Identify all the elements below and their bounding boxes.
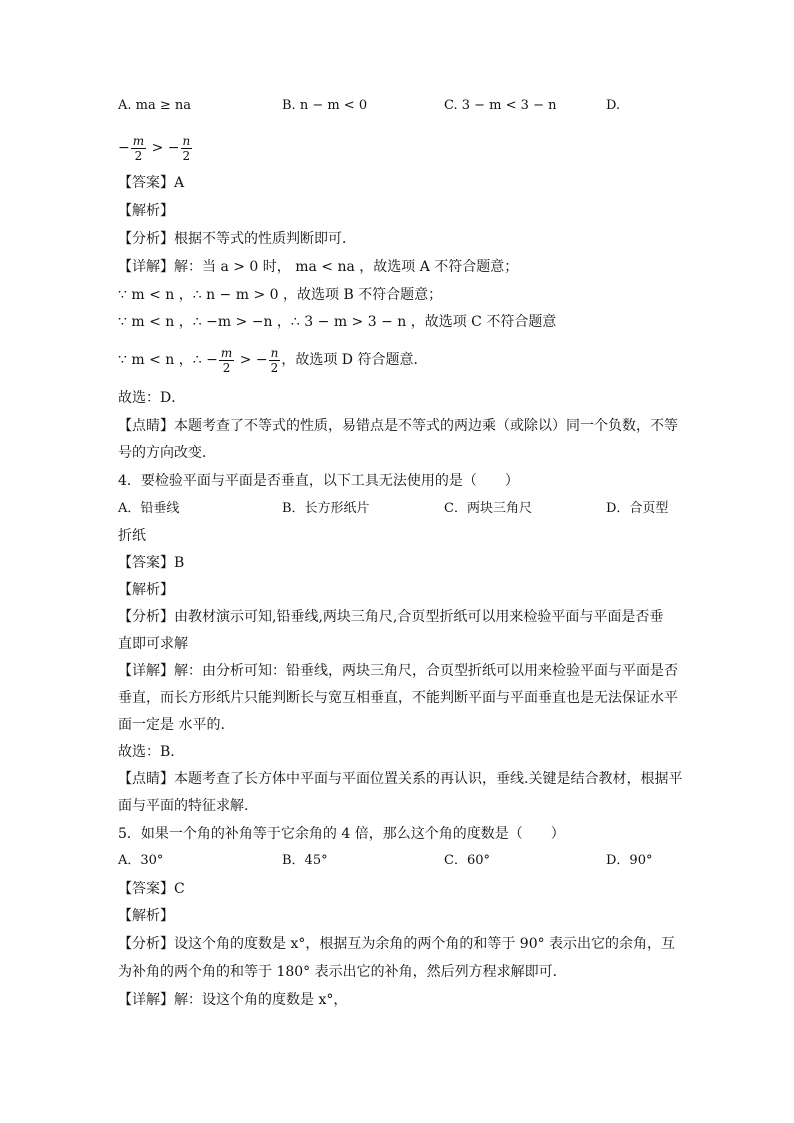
q4-option-d: D．合页型 [606, 501, 669, 516]
q5-analysis-label: 【解析】 [118, 908, 174, 924]
q4-option-c: C．两块三角尺 [444, 501, 532, 516]
q5-option-d: D．90° [606, 853, 653, 868]
fraction-numerator: m [220, 345, 233, 360]
q5-option-c: C．60° [444, 853, 490, 868]
q5-option-b: B．45° [282, 853, 328, 868]
q4-analysis-label: 【解析】 [118, 582, 174, 598]
q4-detail-line-2: 垂直，而长方形纸片只能判断长与宽互相垂直，不能判断平面与平面垂直也是无法保证水平 [118, 690, 678, 706]
q3-answer: 【答案】A [118, 175, 185, 191]
q3-analysis-label: 【解析】 [118, 203, 174, 219]
q3-option-d-fraction-1 [131, 134, 146, 163]
q5-fenxi-line-2: 为补角的两个角的和等于 180° 表示出它的补角，然后列方程求解即可． [118, 964, 567, 980]
q4-option-b: B．长方形纸片 [282, 501, 370, 516]
q4-answer: 【答案】B [118, 555, 185, 571]
q5-fenxi-line-1: 【分析】设这个角的度数是 x°，根据互为余角的两个角的和等于 90° 表示出它的余角，互 [118, 936, 676, 952]
q3-fenxi: 【分析】根据不等式的性质判断即可． [118, 231, 356, 247]
fraction-numerator: m [132, 133, 145, 148]
q3-detail-line-4 [118, 342, 678, 378]
q3-option-d-mid: > − [147, 140, 180, 156]
q4-detail-line-3: 面一定是 水平的. [118, 717, 225, 733]
q3-option-d: D. [606, 98, 621, 113]
q3-detail4-prefix: ∵ m < n ，∴ − [118, 352, 218, 368]
q4-choice: 故选：B. [118, 744, 175, 760]
q3-comment-line-1: 【点睛】本题考查了不等式的性质，易错点是不等式的两边乘（或除以）同一个负数，不等 [118, 418, 678, 434]
q3-option-d-fraction-2 [181, 134, 193, 163]
fraction-denominator: 2 [181, 148, 193, 163]
q3-option-d-expression [118, 130, 678, 166]
fraction-numerator: n [270, 345, 279, 360]
q3-option-d-prefix: − [118, 140, 130, 156]
q3-detail-line-3: ∵ m < n ，∴ −m > −n ，∴ 3 − m > 3 − n ，故选项 C 不符合题意 [118, 314, 557, 330]
q3-detail4-fraction-1 [219, 346, 234, 375]
q5-detail-line-1: 【详解】解：设这个角的度数是 x°， [118, 992, 348, 1008]
q3-option-c: C. 3 − m < 3 − n [444, 98, 557, 113]
q5-stem: 5．如果一个角的补角等于它余角的 4 倍，那么这个角的度数是（ ） [118, 826, 565, 842]
q3-detail-line-2: ∵ m < n ，∴ n − m > 0 ，故选项 B 不符合题意； [118, 287, 443, 303]
q4-option-a: A．铅垂线 [118, 501, 180, 516]
q3-option-a: A. ma ≥ na [118, 98, 192, 113]
q3-detail4-suffix: ，故选项 D 符合题意． [281, 352, 428, 368]
q4-comment-line-2: 面与平面的特征求解. [118, 798, 249, 814]
q4-fenxi-line-2: 直即可求解 [118, 636, 188, 652]
q3-detail4-mid: > − [235, 352, 268, 368]
q5-option-a: A．30° [118, 853, 164, 868]
q4-detail-line-1: 【详解】解：由分析可知：铅垂线，两块三角尺，合页型折纸可以用来检验平面与平面是否 [118, 663, 678, 679]
fraction-numerator: n [182, 133, 191, 148]
q4-comment-line-1: 【点睛】本题考查了长方体中平面与平面位置关系的再认识，垂线.关键是结合教材，根据平 [118, 771, 683, 787]
q3-detail4-fraction-2 [269, 346, 281, 375]
q3-option-b: B. n − m < 0 [282, 98, 368, 113]
fraction-denominator: 2 [131, 148, 146, 163]
q4-option-d-continued: 折纸 [118, 528, 146, 544]
q4-stem: 4．要检验平面与平面是否垂直，以下工具无法使用的是（ ） [118, 473, 519, 489]
q5-answer: 【答案】C [118, 881, 185, 897]
q3-choice: 故选：D． [118, 390, 186, 406]
fraction-denominator: 2 [219, 360, 234, 375]
q3-detail-line-1: 【详解】解：当 a > 0 时， ma < na ，故选项 A 不符合题意； [118, 259, 519, 275]
q3-comment-line-2: 号的方向改变． [118, 445, 216, 461]
fraction-denominator: 2 [269, 360, 281, 375]
q4-fenxi-line-1: 【分析】由教材演示可知,铅垂线,两块三角尺,合页型折纸可以用来检验平面与平面是否垂 [118, 609, 664, 625]
